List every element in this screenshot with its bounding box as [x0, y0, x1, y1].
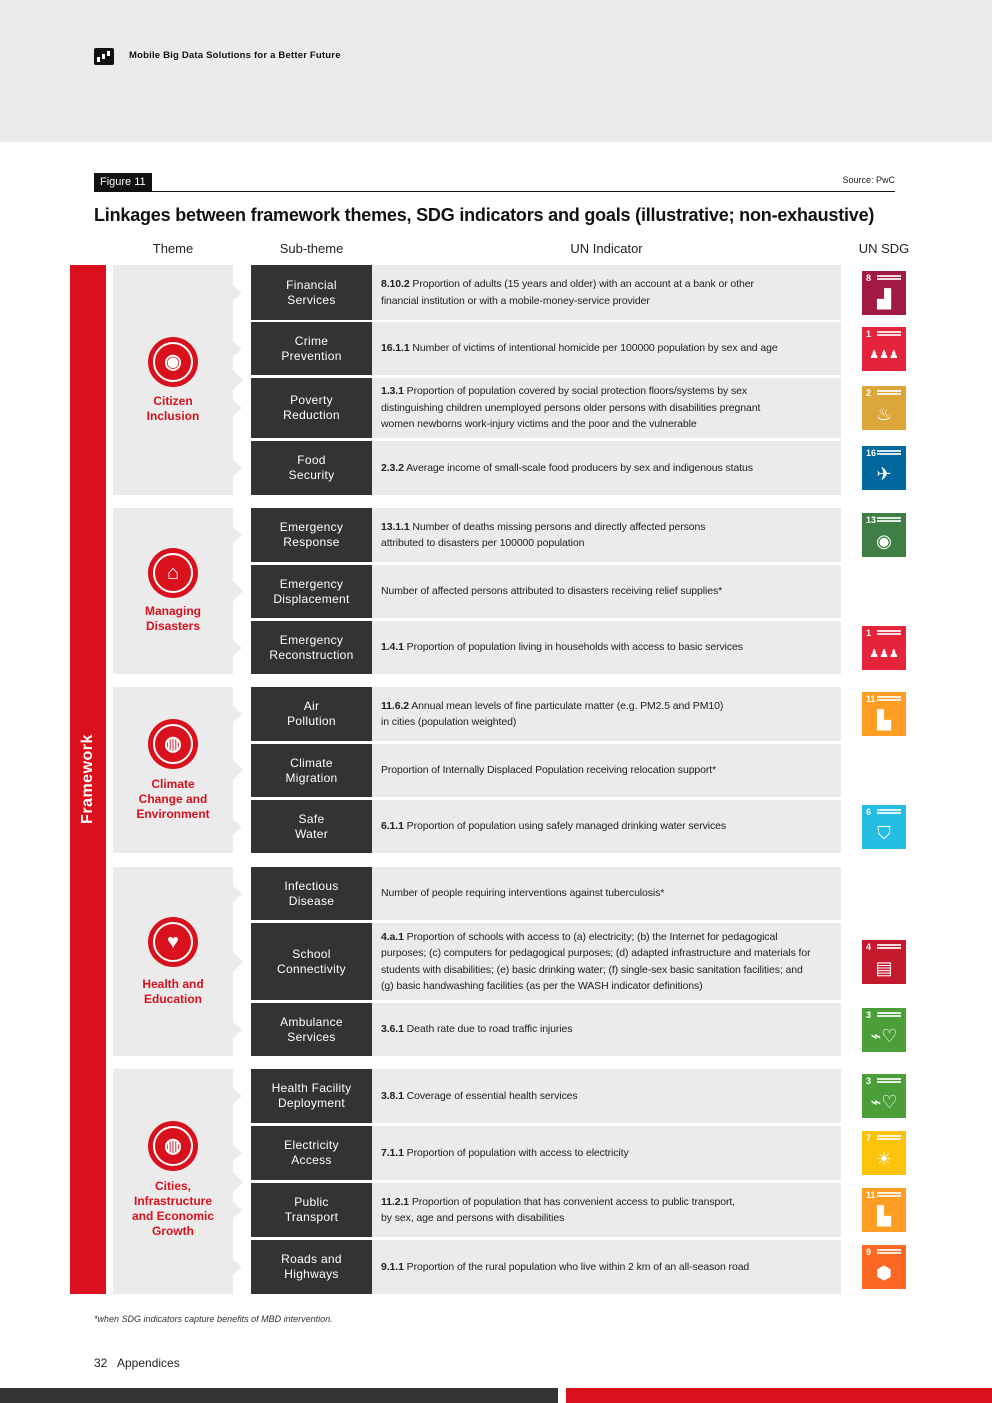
sdg-number: 11 — [866, 1190, 876, 1200]
theme-label: Health and Education — [142, 977, 204, 1006]
sdg-title-lines — [877, 944, 901, 946]
quality-education-icon — [862, 940, 906, 984]
row-pointer — [233, 886, 242, 902]
indicator-cell — [372, 1183, 841, 1237]
economic-growth-icon — [862, 271, 906, 315]
indicator-text: Proportion of population living in households with access to basic services — [403, 641, 743, 654]
subtheme-cell: Safe Water — [251, 800, 372, 853]
indicator-cell — [372, 744, 841, 797]
subtheme-cell: Climate Migration — [251, 744, 372, 797]
sdg-number: 4 — [866, 941, 872, 952]
footnote: *when SDG indicators capture benefits of MBD intervention. — [94, 1314, 333, 1324]
indicator-text: Coverage of essential health services — [403, 1089, 578, 1102]
column-header-indicator: UN Indicator — [570, 241, 643, 256]
indicator-cell — [372, 378, 841, 438]
sdg-title-lines — [877, 517, 901, 519]
indicator-text: Death rate due to road traffic injuries — [403, 1023, 573, 1036]
theme-label: Climate Change and Environment — [136, 777, 210, 821]
row-pointer — [233, 1022, 242, 1038]
sdg-pictogram: ▟ — [877, 288, 891, 309]
figure-label: Figure 11 — [94, 173, 152, 192]
subtheme-cell: Health Facility Deployment — [251, 1069, 372, 1123]
row-pointer — [233, 1202, 242, 1218]
indicator-text: Number of affected persons attributed to disasters receiving relief supplies* — [381, 585, 723, 598]
indicator-code: 3.6.1 — [381, 1023, 404, 1036]
subtheme-cell: Emergency Reconstruction — [251, 621, 372, 674]
row-pointer — [233, 584, 242, 600]
subtheme-cell: Public Transport — [251, 1183, 372, 1237]
indicator-text: Number of deaths missing persons and directly affected persons attributed to disasters per 100000 population — [381, 520, 706, 549]
subtheme-cell: Roads and Highways — [251, 1240, 372, 1294]
header-band — [0, 0, 992, 142]
indicator-code: 7.1.1 — [381, 1146, 404, 1159]
subtheme-cell: Electricity Access — [251, 1126, 372, 1180]
row-pointer — [233, 819, 242, 835]
subtheme-cell: Ambulance Services — [251, 1003, 372, 1056]
indicator-text: Average income of small-scale food producers by sex and indigenous status — [403, 461, 753, 474]
sdg-number: 11 — [866, 694, 876, 704]
row-pointer — [233, 640, 242, 656]
sdg-pictogram: ⬢ — [876, 1263, 892, 1283]
subtheme-cell: Infectious Disease — [251, 867, 372, 920]
row-pointer — [233, 706, 242, 722]
subtheme-cell: Emergency Response — [251, 508, 372, 562]
indicator-cell — [372, 867, 841, 920]
theme-box — [113, 1069, 233, 1294]
row-pointer — [233, 400, 242, 416]
indicator-cell — [372, 322, 841, 375]
theme-box — [113, 508, 233, 674]
indicator-text: Proportion of population using safely managed drinking water services — [403, 820, 727, 833]
figure-rule — [94, 191, 895, 192]
indicator-text: Annual mean levels of fine particulate matter (e.g. PM2.5 and PM10) in cities (population weighted) — [381, 699, 724, 728]
indicator-text: Number of people requiring interventions against tuberculosis* — [381, 887, 665, 900]
indicator-cell — [372, 565, 841, 618]
sdg-number: 2 — [866, 388, 872, 398]
sdg-title-lines — [877, 809, 901, 811]
subtheme-cell: Poverty Reduction — [251, 378, 372, 438]
indicator-text: Proportion of Internally Displaced Population receiving relocation support* — [381, 764, 717, 777]
framework-label: Framework — [79, 734, 96, 824]
sdg-title-lines — [877, 1078, 901, 1080]
indicator-code: 3.8.1 — [381, 1089, 404, 1102]
indicator-code: 6.1.1 — [381, 820, 404, 833]
sdg-pictogram: ▙ — [877, 710, 891, 730]
indicator-code: 2.3.2 — [381, 461, 404, 474]
sdg-pictogram: ♨ — [875, 404, 893, 424]
sdg-pictogram: ⌁♡ — [870, 1025, 898, 1046]
subtheme-cell: Emergency Displacement — [251, 565, 372, 618]
sdg-number: 3 — [866, 1076, 872, 1086]
indicator-text: Proportion of population covered by social protection floors/systems by sex distinguishing children unemployed persons older persons with disabilities pregnant women newborns work-injury victims and the poor and the vulnerable — [381, 385, 761, 431]
theme-icon-glyph: ♥ — [167, 931, 179, 953]
globe-icon — [148, 719, 198, 769]
sustainable-cities-icon — [862, 1188, 906, 1232]
clean-energy-icon — [862, 1131, 906, 1175]
indicator-cell — [372, 1240, 841, 1294]
sdg-number: 1 — [866, 328, 872, 339]
sdg-number: 7 — [866, 1133, 872, 1143]
sdg-number: 6 — [866, 806, 872, 817]
column-header-sdg: UN SDG — [858, 241, 910, 256]
subtheme-cell: Financial Services — [251, 265, 372, 320]
figure-source: Source: PwC — [842, 175, 895, 185]
indicator-cell — [372, 1069, 841, 1123]
indicator-code: 11.6.2 — [381, 699, 410, 712]
subtheme-cell: School Connectivity — [251, 923, 372, 1000]
sdg-pictogram: ◉ — [876, 531, 892, 551]
page-number: 32 — [94, 1356, 108, 1370]
row-pointer — [233, 527, 242, 543]
theme-box — [113, 687, 233, 853]
theme-icon-glyph: ◉ — [164, 351, 182, 373]
sdg-pictogram: ♟♟♟ — [869, 647, 899, 660]
indicator-text: Proportion of adults (15 years and older) with an account at a bank or other financial institution or with a mobile-money-service provider — [381, 278, 754, 307]
theme-label: Managing Disasters — [145, 604, 201, 633]
indicator-text: Proportion of population that has convenient access to public transport, by sex, age and persons with disabilities — [381, 1195, 736, 1224]
row-pointer — [233, 341, 242, 357]
column-header-theme: Theme — [152, 241, 194, 256]
row-pointer — [233, 1088, 242, 1104]
no-poverty-icon — [862, 626, 906, 670]
row-pointer — [233, 954, 242, 970]
sdg-title-lines — [877, 1249, 901, 1251]
sdg-pictogram: ⛉ — [877, 822, 891, 843]
indicator-cell — [372, 687, 841, 741]
page-section: Appendices — [117, 1356, 180, 1370]
sdg-number: 9 — [866, 1247, 872, 1257]
row-pointer — [233, 460, 242, 476]
figure-title: Linkages between framework themes, SDG indicators and goals (illustrative; non-exhaustive) — [94, 205, 875, 225]
sustainable-cities-icon — [862, 692, 906, 736]
clean-water-icon — [862, 805, 906, 849]
good-health-icon — [862, 1074, 906, 1118]
sdg-title-lines — [877, 1192, 901, 1194]
sdg-title-lines — [877, 630, 901, 632]
indicator-cell — [372, 800, 841, 853]
theme-box — [113, 867, 233, 1056]
sdg-number: 3 — [866, 1009, 872, 1020]
climate-action-icon — [862, 513, 906, 557]
heart-pulse-icon — [148, 917, 198, 967]
theme-label: Cities, Infrastructure and Economic Growth — [131, 1179, 214, 1238]
sdg-title-lines — [877, 1135, 901, 1137]
sdg-title-lines — [877, 275, 901, 277]
broadcast-icon — [148, 337, 198, 387]
indicator-code: 4.a.1 — [381, 930, 404, 943]
house-alert-icon — [148, 548, 198, 598]
globe-network-icon — [148, 1121, 198, 1171]
subtheme-cell: Crime Prevention — [251, 322, 372, 375]
sdg-number: 1 — [866, 627, 872, 638]
row-pointer — [233, 1259, 242, 1275]
theme-icon-glyph: ◍ — [164, 1135, 182, 1157]
sdg-title-lines — [877, 450, 901, 452]
indicator-code: 16.1.1 — [381, 342, 410, 355]
subtheme-cell: Food Security — [251, 441, 372, 495]
indicator-cell — [372, 265, 841, 320]
sdg-pictogram: ▙ — [877, 1206, 891, 1226]
sdg-title-lines — [877, 390, 901, 392]
theme-box — [113, 265, 233, 495]
indicator-code: 9.1.1 — [381, 1260, 404, 1273]
indicator-cell — [372, 621, 841, 674]
indicator-code: 1.3.1 — [381, 385, 404, 398]
row-pointer — [233, 1145, 242, 1161]
report-title: Mobile Big Data Solutions for a Better Future — [129, 50, 341, 61]
sdg-pictogram: ♟♟♟ — [869, 348, 899, 361]
indicator-text: Proportion of schools with access to (a) electricity; (b) the Internet for pedagogical purposes; (c) computers for pedagogical purposes; (d) adapted infrastructure and materials for students with disabilities; (e) basic drinking water; (f) single-sex basic sanitation facilities; and (g) basic handwashing facilities (as per the WASH indicator definitions) — [381, 930, 811, 992]
industry-innovation-icon — [862, 1245, 906, 1289]
indicator-cell — [372, 923, 841, 1000]
sdg-title-lines — [877, 331, 901, 333]
indicator-text: Proportion of population with access to electricity — [403, 1146, 629, 1159]
indicator-cell — [372, 441, 841, 495]
theme-label: Citizen Inclusion — [146, 394, 200, 423]
column-header-subtheme: Sub-theme — [279, 241, 344, 256]
sdg-pictogram: ⌁♡ — [870, 1092, 898, 1112]
report-logo-icon — [94, 48, 114, 65]
sdg-number: 8 — [866, 272, 872, 283]
footer-bar-red — [566, 1388, 992, 1403]
sdg-title-lines — [877, 696, 901, 698]
no-poverty-icon — [862, 327, 906, 371]
indicator-text: Proportion of the rural population who live within 2 km of an all-season road — [403, 1260, 750, 1273]
peace-justice-icon — [862, 446, 906, 490]
theme-icon-glyph: ◍ — [164, 733, 182, 755]
indicator-cell — [372, 508, 841, 562]
zero-hunger-icon — [862, 386, 906, 430]
sdg-number: 13 — [866, 515, 877, 525]
indicator-code: 13.1.1 — [381, 520, 410, 533]
row-pointer — [233, 285, 242, 301]
indicator-cell — [372, 1126, 841, 1180]
good-health-icon — [862, 1008, 906, 1052]
subtheme-cell: Air Pollution — [251, 687, 372, 741]
sdg-pictogram: ✈ — [876, 464, 892, 484]
indicator-code: 11.2.1 — [381, 1195, 410, 1208]
sdg-number: 16 — [866, 448, 877, 458]
indicator-code: 8.10.2 — [381, 278, 410, 290]
sdg-pictogram: ☀ — [875, 1149, 893, 1169]
footer-bar-dark — [0, 1388, 558, 1403]
sdg-pictogram: ▤ — [875, 957, 893, 978]
sdg-title-lines — [877, 1012, 901, 1014]
indicator-text: Number of victims of intentional homicide per 100000 population by sex and age — [409, 342, 778, 355]
row-pointer — [233, 763, 242, 779]
indicator-code: 1.4.1 — [381, 641, 404, 654]
indicator-cell — [372, 1003, 841, 1056]
theme-icon-glyph: ⌂ — [166, 562, 180, 584]
